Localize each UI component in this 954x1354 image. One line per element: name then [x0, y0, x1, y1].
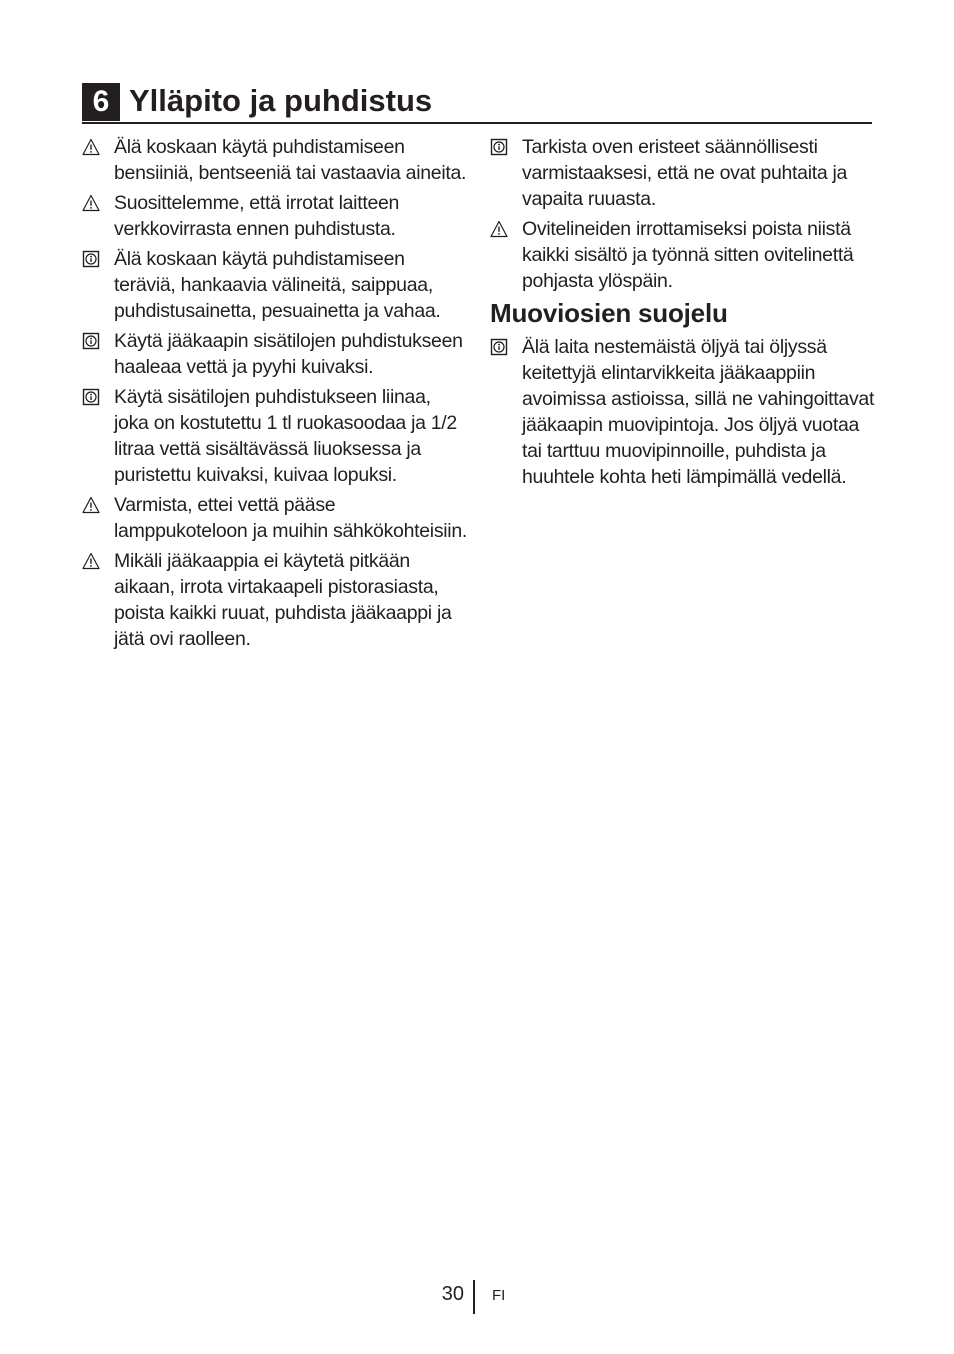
warning-icon — [82, 496, 100, 514]
warning-icon — [490, 220, 508, 238]
language-code: FI — [492, 1287, 506, 1304]
page-footer — [0, 1280, 954, 1316]
item-text: Älä laita nestemäistä öljyä tai öljyssä keitettyjä elintarvikkeita jääkaappiin avoimissa astioissa, sillä ne vahingoittavat jääkaapin muovipintoja. Jos öljyä vuotaa tai tarttuu muovipinnoille, puhdista ja huuhtele kohta heti lämpimällä vedellä. — [522, 336, 875, 488]
item-text: Suosittelemme, että irrotat laitteen verkkovirrasta ennen puhdistusta. — [114, 192, 400, 240]
item-text: Ovitelineiden irrottamiseksi poista niistä kaikki sisältö ja työnnä sitten ovitelinettä pohjasta ylöspäin. — [522, 218, 854, 292]
item-text: Varmista, ettei vettä pääse lamppukoteloon ja muihin sähkökohteisiin. — [114, 494, 468, 542]
list-item — [82, 190, 470, 242]
item-text: Tarkista oven eristeet säännöllisesti varmistaaksesi, että ne ovat puhtaita ja vapaita ruuasta. — [522, 136, 848, 210]
item-text: Älä koskaan käytä puhdistamiseen bensiiniä, bentseeniä tai vastaavia aineita. — [114, 136, 467, 184]
info-icon — [82, 388, 100, 406]
section-header — [82, 80, 872, 124]
info-icon — [82, 332, 100, 350]
item-text: Käytä sisätilojen puhdistukseen liinaa, joka on kostutettu 1 tl ruokasoodaa ja 1/2 litraa vettä sisältävässä liuoksessa ja puristettu kuivaksi, kuivaa lopuksi. — [114, 386, 457, 486]
subsection-title: Muoviosien suojelu — [490, 298, 728, 328]
right-column — [490, 134, 880, 494]
section-number: 6 — [82, 83, 120, 121]
list-item — [490, 134, 880, 212]
info-icon — [490, 338, 508, 356]
list-item — [82, 134, 470, 186]
list-item — [82, 492, 470, 544]
list-item — [82, 548, 470, 652]
list-item — [82, 384, 470, 488]
footer-divider — [473, 1280, 475, 1314]
warning-icon — [82, 194, 100, 212]
list-item — [82, 246, 470, 324]
section-title: Ylläpito ja puhdistus — [129, 83, 433, 118]
left-column — [82, 134, 470, 656]
item-text: Älä koskaan käytä puhdistamiseen teräviä, hankaavia välineitä, saippuaa, puhdistusainetta, pesuainetta ja vahaa. — [114, 248, 441, 322]
list-item — [82, 328, 470, 380]
warning-icon — [82, 138, 100, 156]
list-item — [490, 216, 880, 294]
info-icon — [82, 250, 100, 268]
item-text: Käytä jääkaapin sisätilojen puhdistukseen haaleaa vettä ja pyyhi kuivaksi. — [114, 330, 463, 378]
list-item — [490, 334, 880, 490]
item-text: Mikäli jääkaappia ei käytetä pitkään aikaan, irrota virtakaapeli pistorasiasta, poista kaikki ruuat, puhdista jääkaappi ja jätä ovi raolleen. — [114, 550, 452, 650]
page-number: 30 — [441, 1283, 464, 1305]
warning-icon — [82, 552, 100, 570]
info-icon — [490, 138, 508, 156]
